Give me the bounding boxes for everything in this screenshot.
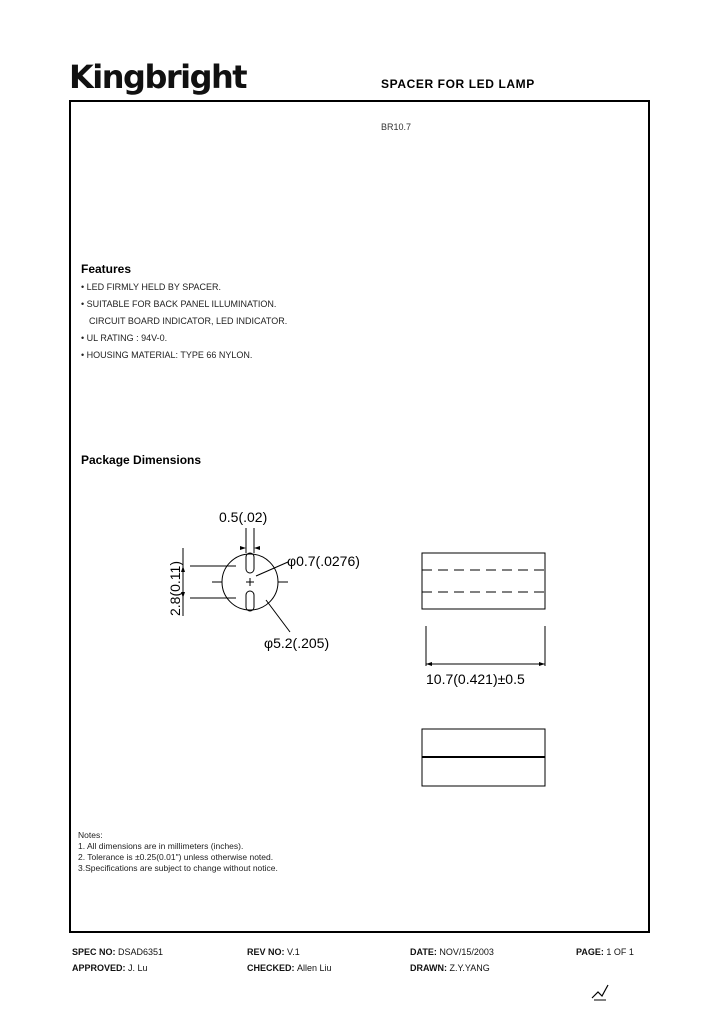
page-number: PAGE: 1 OF 1 [576,947,634,957]
feature-item: CIRCUIT BOARD INDICATOR, LED INDICATOR. [89,316,288,326]
height-label: 2.8(0.11) [167,561,183,616]
length-label: 10.7(0.421)±0.5 [426,671,525,687]
notes-heading: Notes: [78,830,103,840]
feature-item: • SUITABLE FOR BACK PANEL ILLUMINATION. [81,299,277,309]
note-item: 1. All dimensions are in millimeters (inches). [78,841,244,851]
feature-item: • HOUSING MATERIAL: TYPE 66 NYLON. [81,350,253,360]
spec-no: SPEC NO: DSAD6351 [72,947,164,957]
note-item: 2. Tolerance is ±0.25(0.01") unless otherwise noted. [78,852,274,862]
hole-diameter-label: φ0.7(.0276) [287,553,360,569]
spacer-slot-bottom [246,591,254,611]
side-view-body [422,553,545,609]
feature-item: • UL RATING : 94V-0. [81,333,168,343]
package-dimensions-heading: Package Dimensions [81,453,202,467]
outer-diameter-label: φ5.2(.205) [264,635,330,651]
slot-width-label: 0.5(.02) [219,509,268,525]
rev-no: REV NO: V.1 [247,947,300,957]
features-heading: Features [81,262,132,276]
notes [78,830,278,874]
company-logo: Kingbright [69,58,247,96]
date: DATE: NOV/15/2003 [410,947,494,957]
checked-by: CHECKED: Allen Liu [247,963,332,973]
document-title: SPACER FOR LED LAMP [381,77,535,91]
drawn-by: DRAWN: Z.Y.YANG [410,963,490,973]
part-number: BR10.7 [381,122,412,132]
note-item: 3.Specifications are subject to change without notice. [78,863,278,873]
spacer-slot-top [246,553,254,573]
feature-item: • LED FIRMLY HELD BY SPACER. [81,282,222,292]
approved-by: APPROVED: J. Lu [72,963,148,973]
signature-mark-icon [590,982,612,1002]
